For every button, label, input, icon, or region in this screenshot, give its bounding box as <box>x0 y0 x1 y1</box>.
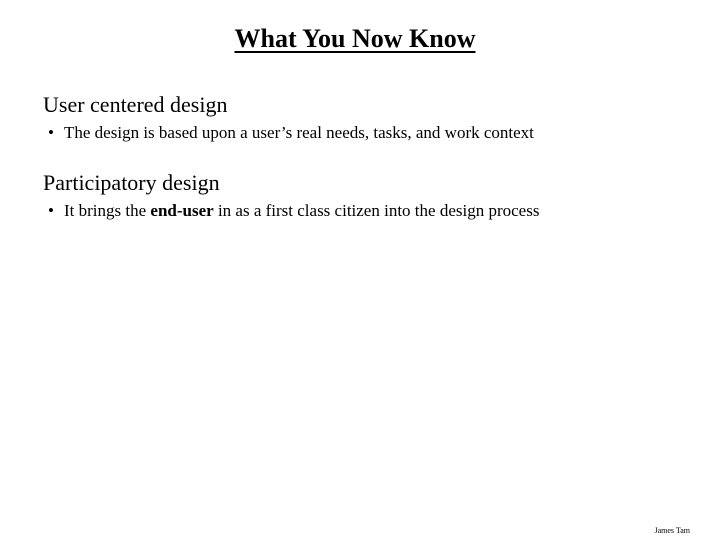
slide-title: What You Now Know <box>234 24 476 53</box>
bullet-text-emphasis: end-user <box>150 201 214 220</box>
bullet-text: The design is based upon a user’s real needs, tasks, and work context <box>64 123 534 142</box>
bullet-user-centered-design <box>48 123 534 143</box>
bullet-text-before: It brings the <box>64 201 151 220</box>
bullet-marker: • <box>48 123 54 142</box>
bullet-marker: • <box>48 201 54 220</box>
footer-author: James Tam <box>654 526 690 535</box>
bullet-participatory-design <box>48 201 539 221</box>
bullet-text-after: in as a first class citizen into the design process <box>213 201 540 220</box>
section-heading-user-centered-design: User centered design <box>43 92 228 117</box>
section-heading-participatory-design: Participatory design <box>43 170 220 195</box>
